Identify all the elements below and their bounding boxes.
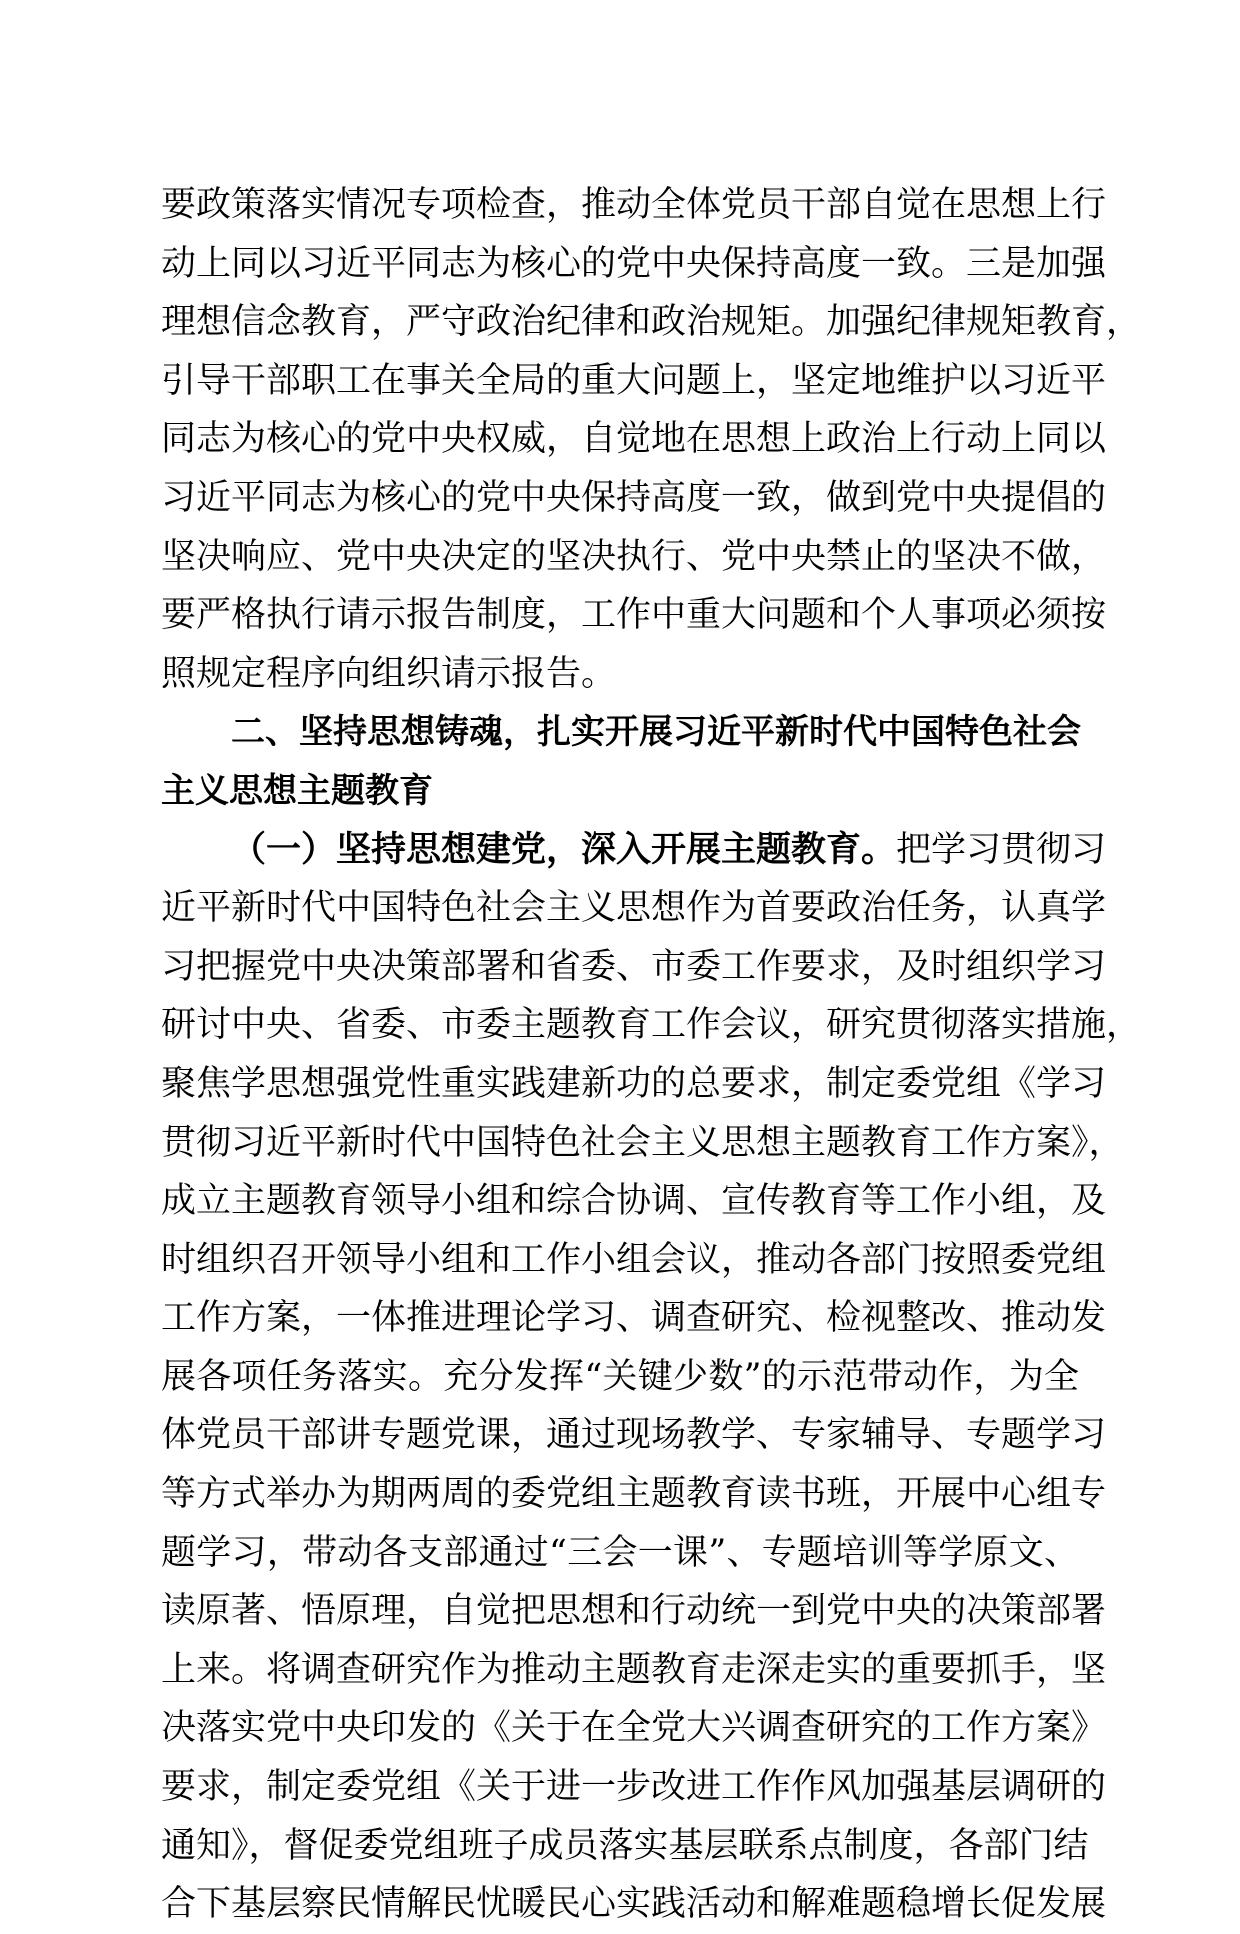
paragraph-line: 体党员干部讲专题党课，通过现场教学、专家辅导、专题学习 bbox=[161, 1415, 1107, 1456]
paragraph-first-line bbox=[161, 821, 1107, 880]
paragraph-line: 理想信念教育，严守政治纪律和政治规矩。加强纪律规矩教育， bbox=[161, 302, 1142, 343]
paragraph-line: 坚决响应、党中央决定的坚决执行、党中央禁止的坚决不做， bbox=[161, 536, 1107, 577]
paragraph-line: 时组织召开领导小组和工作小组会议，推动各部门按照委党组 bbox=[161, 1239, 1107, 1280]
paragraph-line: 研讨中央、省委、市委主题教育工作会议，研究贯彻落实措施， bbox=[161, 1005, 1142, 1046]
paragraph-line: 同志为核心的党中央权威，自觉地在思想上政治上行动上同以 bbox=[161, 419, 1107, 460]
paragraph-line: 要政策落实情况专项检查，推动全体党员干部自觉在思想上行 bbox=[161, 185, 1107, 225]
subheading: （一）坚持思想建党，深入开展主题教育。 bbox=[231, 828, 897, 870]
paragraph-line: 读原著、悟原理，自觉把思想和行动统一到党中央的决策部署 bbox=[161, 1591, 1107, 1632]
section-heading-line: 二、坚持思想铸魂，扎实开展习近平新时代中国特色社会 bbox=[231, 712, 1081, 753]
paragraph-line: 照规定程序向组织请示报告。 bbox=[161, 653, 617, 694]
paragraph-line: 贯彻习近平新时代中国特色社会主义思想主题教育工作方案》， bbox=[161, 1122, 1124, 1163]
paragraph-line: 展各项任务落实。充分发挥“关键少数”的示范带动作，为全 bbox=[161, 1356, 1079, 1397]
paragraph-line: 通知》，督促委党组班子成员落实基层联系点制度，各部门结 bbox=[161, 1825, 1089, 1866]
paragraph-line: 决落实党中央印发的《关于在全党大兴调查研究的工作方案》 bbox=[161, 1708, 1107, 1749]
paragraph-line: 等方式举办为期两周的委党组主题教育读书班，开展中心组专 bbox=[161, 1474, 1107, 1515]
paragraph-line: 成立主题教育领导小组和综合协调、宣传教育等工作小组，及 bbox=[161, 1181, 1107, 1222]
paragraph-line: 题学习，带动各支部通过“三会一课”、专题培训等学原文、 bbox=[161, 1532, 1079, 1573]
paragraph-line: 动上同以习近平同志为核心的党中央保持高度一致。三是加强 bbox=[161, 243, 1107, 284]
paragraph-line: 聚焦学思想强党性重实践建新功的总要求，制定委党组《学习 bbox=[161, 1063, 1107, 1104]
section-heading-line: 主义思想主题教育 bbox=[161, 770, 433, 811]
paragraph-line: 上来。将调查研究作为推动主题教育走深走实的重要抓手，坚 bbox=[161, 1649, 1107, 1690]
paragraph-line: 合下基层察民情解民忧暖民心实践活动和解难题稳增长促发展 bbox=[161, 1884, 1107, 1925]
paragraph-line: 工作方案，一体推进理论学习、调查研究、检视整改、推动发 bbox=[161, 1298, 1107, 1339]
paragraph-text: 把学习贯彻习 bbox=[896, 829, 1107, 870]
paragraph-line: 习把握党中央决策部署和省委、市委工作要求，及时组织学习 bbox=[161, 946, 1107, 987]
paragraph-line: 习近平同志为核心的党中央保持高度一致，做到党中央提倡的 bbox=[161, 477, 1107, 518]
paragraph-line: 要严格执行请示报告制度，工作中重大问题和个人事项必须按 bbox=[161, 595, 1107, 636]
paragraph-line: 近平新时代中国特色社会主义思想作为首要政治任务，认真学 bbox=[161, 888, 1107, 929]
paragraph-line: 引导干部职工在事关全局的重大问题上，坚定地维护以习近平 bbox=[161, 360, 1107, 401]
document-body bbox=[161, 176, 1142, 1934]
paragraph-line: 要求，制定委党组《关于进一步改进工作作风加强基层调研的 bbox=[161, 1767, 1107, 1808]
